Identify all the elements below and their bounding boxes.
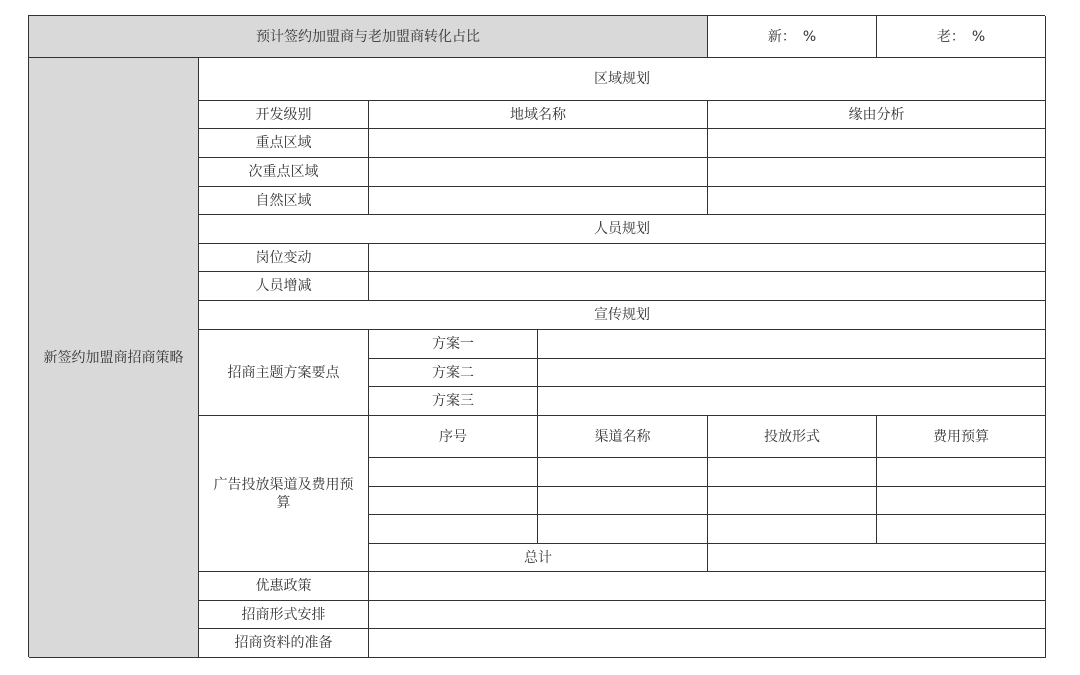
plan-label: 方案三 [369, 387, 538, 416]
new-ratio-cell[interactable]: 新： % [708, 16, 877, 58]
total-label: 总计 [369, 544, 708, 572]
input-cell[interactable] [369, 272, 1046, 301]
row-label: 人员增减 [199, 272, 369, 301]
input-cell[interactable] [369, 244, 1046, 272]
plan-label: 方案一 [369, 330, 538, 359]
staff-section-title: 人员规划 [199, 215, 1046, 244]
ad-label: 广告投放渠道及费用预算 [199, 416, 369, 572]
row-label: 自然区域 [199, 187, 369, 215]
input-cell[interactable] [708, 129, 1046, 158]
theme-label: 招商主题方案要点 [199, 330, 369, 416]
row-label: 次重点区域 [199, 158, 369, 187]
input-cell[interactable] [369, 187, 708, 215]
plan-label: 方案二 [369, 359, 538, 387]
total-input-cell[interactable] [708, 544, 1046, 572]
left-section-label: 新签约加盟商招商策略 [29, 58, 199, 658]
row-label: 招商资料的准备 [199, 629, 369, 658]
header-region-name: 地域名称 [369, 101, 708, 129]
input-cell[interactable] [369, 601, 1046, 629]
input-cell[interactable] [708, 515, 877, 544]
input-cell[interactable] [877, 515, 1046, 544]
input-cell[interactable] [369, 629, 1046, 658]
input-cell[interactable] [538, 330, 1046, 359]
input-cell[interactable] [369, 158, 708, 187]
row-label: 招商形式安排 [199, 601, 369, 629]
input-cell[interactable] [538, 515, 708, 544]
old-ratio-cell[interactable]: 老： % [877, 16, 1046, 58]
row-label: 重点区域 [199, 129, 369, 158]
header-channel: 渠道名称 [538, 416, 708, 458]
input-cell[interactable] [369, 458, 538, 487]
input-cell[interactable] [708, 487, 877, 515]
header-level: 开发级别 [199, 101, 369, 129]
input-cell[interactable] [708, 158, 1046, 187]
row-label: 优惠政策 [199, 572, 369, 601]
input-cell[interactable] [538, 458, 708, 487]
input-cell[interactable] [877, 458, 1046, 487]
input-cell[interactable] [369, 572, 1046, 601]
input-cell[interactable] [369, 487, 538, 515]
input-cell[interactable] [369, 515, 538, 544]
input-cell[interactable] [538, 359, 1046, 387]
header-index: 序号 [369, 416, 538, 458]
input-cell[interactable] [708, 458, 877, 487]
region-section-title: 区域规划 [199, 58, 1046, 101]
franchise-strategy-table [28, 15, 1045, 657]
input-cell[interactable] [877, 487, 1046, 515]
table-title: 预计签约加盟商与老加盟商转化占比 [29, 16, 708, 58]
header-budget: 费用预算 [877, 416, 1046, 458]
input-cell[interactable] [538, 387, 1046, 416]
input-cell[interactable] [708, 187, 1046, 215]
header-format: 投放形式 [708, 416, 877, 458]
input-cell[interactable] [538, 487, 708, 515]
input-cell[interactable] [369, 129, 708, 158]
header-reason: 缘由分析 [708, 101, 1046, 129]
row-label: 岗位变动 [199, 244, 369, 272]
promo-section-title: 宣传规划 [199, 301, 1046, 330]
